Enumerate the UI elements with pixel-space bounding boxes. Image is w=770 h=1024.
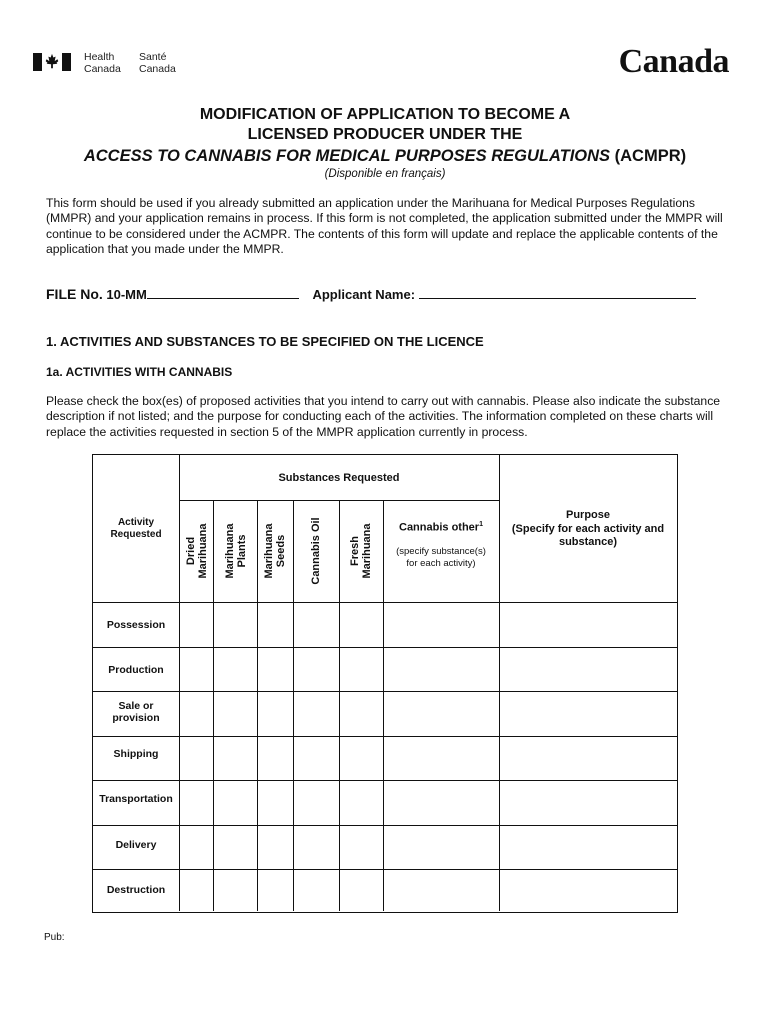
file-number-row [46, 286, 736, 302]
section-1-heading: 1. ACTIVITIES AND SUBSTANCES TO BE SPECIFIED ON THE LICENCE [46, 334, 484, 349]
substance-cannabis-oil: Cannabis Oil [310, 517, 322, 585]
purpose-header: Purpose (Specify for each activity and substance) [511, 509, 665, 548]
cannabis-other-note: (specify substance(s) for each activity) [396, 546, 486, 569]
activities-table [92, 454, 678, 913]
department-name-en: Health Canada [84, 51, 121, 75]
activity-shipping: Shipping [113, 748, 159, 760]
applicant-name-field[interactable] [419, 286, 696, 299]
form-title-line-1: MODIFICATION OF APPLICATION TO BECOME A [199, 106, 571, 123]
file-number-field[interactable] [147, 286, 299, 299]
canada-flag-icon [33, 53, 71, 71]
activity-possession: Possession [106, 619, 166, 631]
activity-transportation: Transportation [99, 793, 173, 805]
activity-delivery: Delivery [115, 839, 157, 851]
applicant-name-label: Applicant Name: [312, 287, 419, 302]
substance-fresh-marihuana: Fresh Marihuana [349, 523, 373, 579]
activity-sale-or-provision: Sale or provision [112, 700, 160, 724]
activity-requested-header: Activity Requested [110, 517, 162, 540]
activity-production: Production [108, 664, 164, 676]
substances-requested-header: Substances Requested [278, 472, 400, 484]
section-1a-instructions: Please check the box(es) of proposed activities that you intend to carry out with cannabis. Please also indicate the substance description if not listed; and the purpose for conducting each of the activities. The information completed on these charts will replace the activities requested in section 5 of the MMPR application currently in process. [46, 394, 721, 439]
section-1a-heading: 1a. ACTIVITIES WITH CANNABIS [46, 365, 233, 379]
intro-paragraph: This form should be used if you already submitted an application under the Marihuana for Medical Purposes Regulations (MMPR) and your application remains in process. If this form is not completed, the application submitted under the MMPR will continue to be considered under the ACMPR. The contents of this form will update and replace the applicable contents of the application that you made under the MMPR. [46, 196, 723, 257]
activity-destruction: Destruction [106, 884, 166, 896]
canada-wordmark: Canada [618, 43, 729, 80]
substance-dried-marihuana: Dried Marihuana [185, 523, 209, 579]
file-number-label: FILE No. [46, 286, 103, 302]
file-number-prefix: 10-MM [102, 287, 147, 302]
department-name-fr: Santé Canada [139, 51, 176, 75]
form-title-line-2: LICENSED PRODUCER UNDER THE [247, 126, 523, 143]
cannabis-other-header: Cannabis other$^1$ [399, 521, 483, 534]
substance-marihuana-plants: Marihuana Plants [224, 523, 248, 579]
french-availability-note: (Disponible en français) [324, 168, 446, 180]
government-header [33, 43, 733, 87]
substance-marihuana-seeds: Marihuana Seeds [263, 523, 287, 579]
form-title-line-3: ACCESS TO CANNABIS FOR MEDICAL PURPOSES REGULATIONS (ACMPR) [83, 147, 687, 165]
publication-number: Pub: [44, 932, 65, 943]
